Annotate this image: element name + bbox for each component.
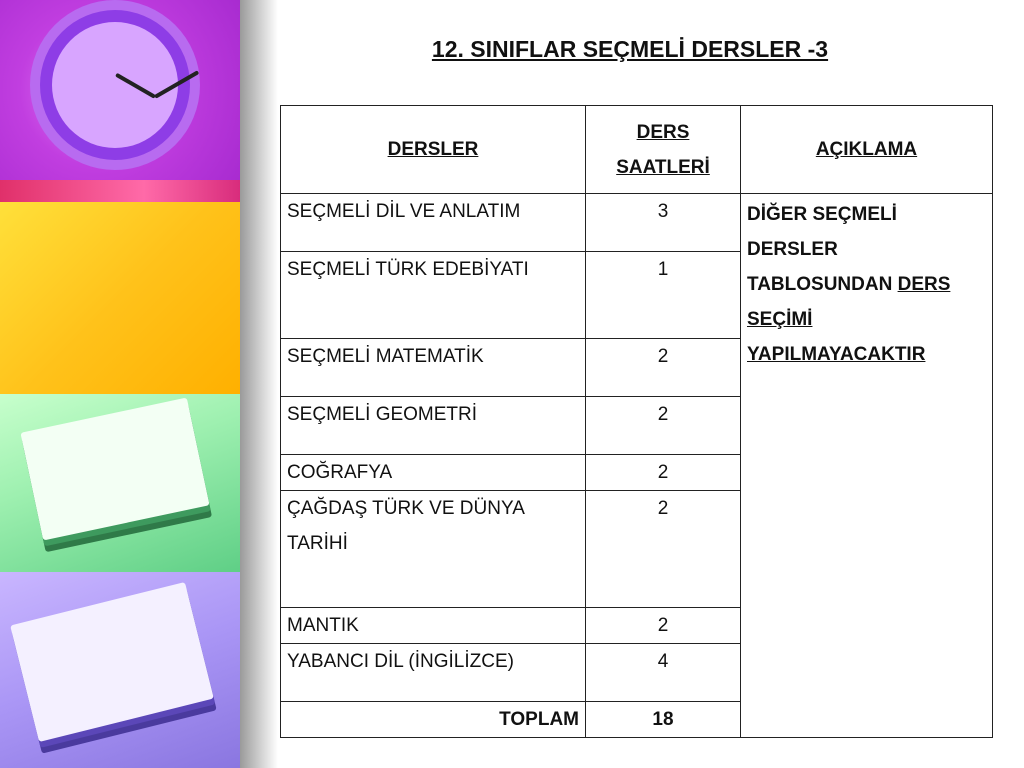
course-name: SEÇMELİ TÜRK EDEBİYATI (281, 252, 586, 339)
clock-icon (40, 10, 190, 160)
course-name: SEÇMELİ MATEMATİK (281, 339, 586, 397)
purple-books-image (0, 572, 240, 768)
total-value: 18 (586, 702, 741, 738)
course-name: SEÇMELİ GEOMETRİ (281, 397, 586, 455)
page-title: 12. SINIFLAR SEÇMELİ DERSLER -3 (431, 36, 829, 62)
header-aciklama: AÇIKLAMA (741, 106, 993, 194)
course-hours: 2 (586, 455, 741, 491)
header-ders-saatleri: DERS SAATLERİ (586, 106, 741, 194)
table-header-row (281, 106, 993, 194)
course-hours: 4 (586, 644, 741, 702)
strip-shadow (240, 0, 278, 768)
course-hours: 2 (586, 339, 741, 397)
course-name: YABANCI DİL (İNGİLİZCE) (281, 644, 586, 702)
table-row (281, 194, 993, 252)
total-label: TOPLAM (281, 702, 586, 738)
course-name: ÇAĞDAŞ TÜRK VE DÜNYA TARİHİ (281, 491, 586, 608)
course-name: SEÇMELİ DİL VE ANLATIM (281, 194, 586, 252)
book-icon (10, 582, 214, 742)
orange-clock-image (0, 202, 240, 394)
course-hours: 3 (586, 194, 741, 252)
course-hours: 1 (586, 252, 741, 339)
course-hours: 2 (586, 491, 741, 608)
header-dersler: DERSLER (281, 106, 586, 194)
green-books-image (0, 394, 240, 572)
courses-table (280, 105, 993, 738)
course-hours: 2 (586, 397, 741, 455)
book-icon (20, 398, 209, 541)
course-name: COĞRAFYA (281, 455, 586, 491)
purple-clock-image (0, 0, 240, 180)
explanation-cell: DİĞER SEÇMELİ DERSLER TABLOSUNDAN DERS SEÇİMİ YAPILMAYACAKTIR (741, 194, 993, 738)
course-hours: 2 (586, 608, 741, 644)
decorative-image-strip (0, 0, 240, 768)
course-name: MANTIK (281, 608, 586, 644)
